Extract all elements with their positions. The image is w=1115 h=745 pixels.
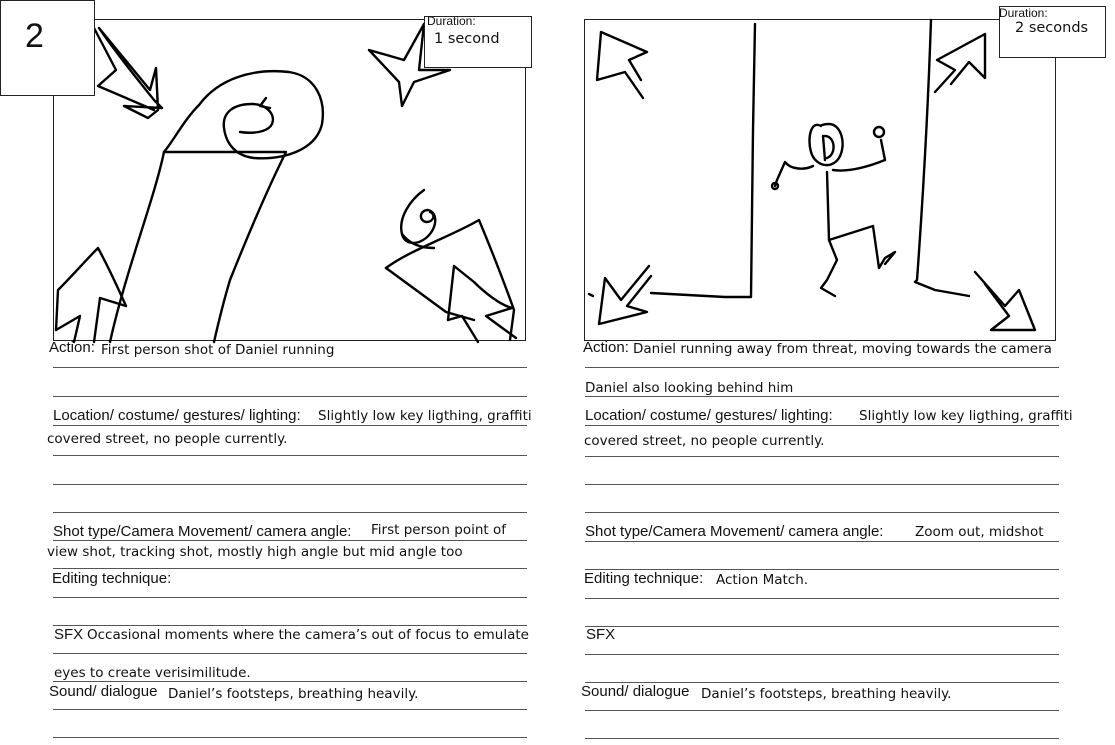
action-text-right-1: Daniel running away from threat, moving towards the camera	[633, 341, 1052, 357]
rule-line	[53, 396, 527, 397]
sound-text-left: Daniel’s footsteps, breathing heavily.	[168, 686, 419, 702]
action-text-left-1: First person shot of Daniel running	[101, 342, 335, 358]
sketch-drawing-right	[585, 20, 1057, 342]
shot-label-right: Shot type/Camera Movement/ camera angle:	[585, 523, 884, 540]
rule-line	[53, 653, 527, 654]
rule-line	[53, 455, 527, 456]
rule-line	[585, 484, 1059, 485]
shot-text-left-1: First person point of	[371, 522, 506, 538]
shot-label-left: Shot type/Camera Movement/ camera angle:	[53, 523, 352, 540]
rule-line	[53, 709, 527, 710]
location-text-right-1: Slightly low key ligthing, graffiti	[859, 408, 1073, 424]
location-label-left: Location/ costume/ gestures/ lighting:	[53, 407, 301, 424]
sound-text-right: Daniel’s footsteps, breathing heavily.	[701, 686, 952, 702]
rule-line	[585, 626, 1059, 627]
sound-label-left: Sound/ dialogue	[49, 683, 158, 700]
sketch-frame-right	[584, 19, 1056, 341]
rule-line	[585, 396, 1059, 397]
rule-line	[585, 654, 1059, 655]
sfx-text-left-1: Occasional moments where the camera’s out of focus to emulate	[87, 627, 529, 643]
duration-value-left: 1 second	[434, 31, 500, 47]
rule-line	[53, 367, 527, 368]
rule-line	[53, 681, 527, 682]
rule-line	[585, 425, 1059, 426]
sound-label-right: Sound/ dialogue	[581, 683, 690, 700]
sketch-drawing-left	[54, 20, 527, 342]
editing-label-right: Editing technique:	[584, 570, 704, 587]
rule-line	[585, 367, 1059, 368]
location-text-left-2: covered street, no people currently.	[47, 431, 288, 447]
location-label-right: Location/ costume/ gestures/ lighting:	[585, 407, 833, 424]
sfx-text-left-2: eyes to create verisimilitude.	[54, 665, 251, 681]
shot-text-right-1: Zoom out, midshot	[915, 524, 1044, 540]
rule-line	[53, 512, 527, 513]
rule-line	[585, 512, 1059, 513]
action-text-right-2: Daniel also looking behind him	[585, 380, 794, 396]
duration-label-left: Duration:	[427, 14, 476, 28]
rule-line	[585, 456, 1059, 457]
editing-text-right: Action Match.	[716, 572, 809, 588]
rule-line	[53, 737, 527, 738]
duration-value-right: 2 seconds	[1015, 20, 1089, 36]
rule-line	[53, 568, 527, 569]
rule-line	[585, 738, 1059, 739]
action-label-right: Action:	[583, 339, 629, 356]
rule-line	[53, 484, 527, 485]
location-text-right-2: covered street, no people currently.	[584, 433, 825, 449]
rule-line	[585, 710, 1059, 711]
sfx-label-left: SFX	[54, 626, 84, 643]
rule-line	[53, 625, 527, 626]
location-text-left-1: Slightly low key ligthing, graffiti	[318, 408, 532, 424]
rule-line	[53, 425, 527, 426]
rule-line	[585, 541, 1059, 542]
panel-number: 2	[0, 0, 95, 96]
rule-line	[585, 598, 1059, 599]
rule-line	[53, 540, 527, 541]
sfx-label-right: SFX	[586, 626, 616, 643]
rule-line	[53, 597, 527, 598]
shot-text-left-2: view shot, tracking shot, mostly high angle but mid angle too	[47, 544, 463, 560]
action-label-left: Action:	[49, 339, 95, 356]
duration-label-right: Duration:	[999, 6, 1048, 20]
editing-label-left: Editing technique:	[52, 570, 172, 587]
